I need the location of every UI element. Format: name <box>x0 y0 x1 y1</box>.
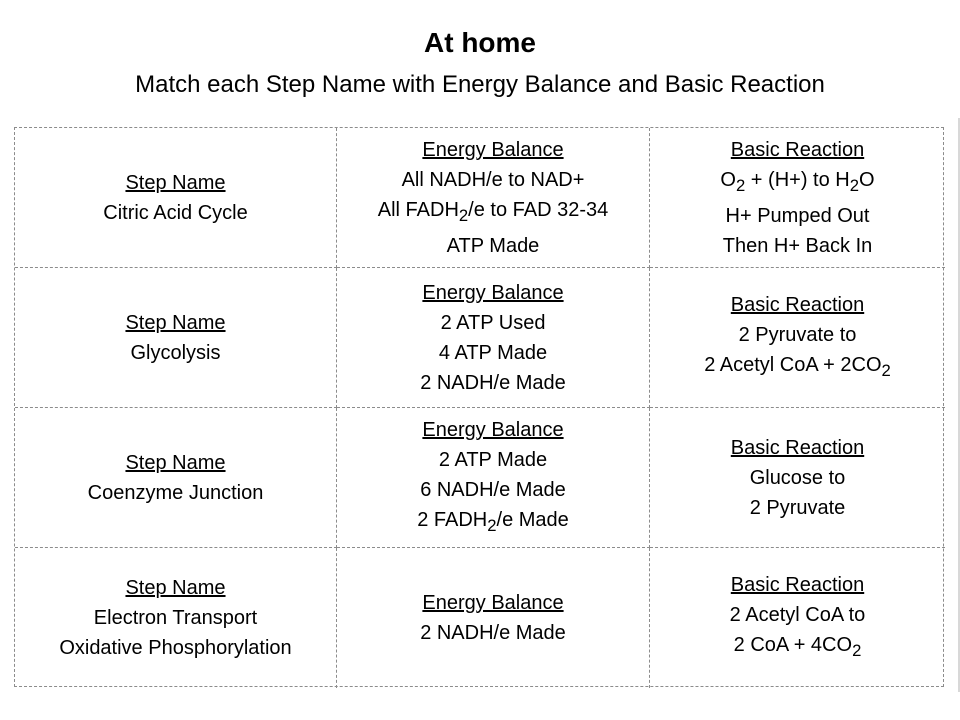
energy-balance-card <box>337 128 650 268</box>
card-line: 2 CoA + $4CO_2$ <box>733 634 862 660</box>
card-line: 2 Acetyl CoA + $2CO_2$ <box>704 353 891 380</box>
card-heading: Basic Reaction <box>730 293 865 316</box>
card-heading: Step Name <box>125 311 226 334</box>
card-heading: Basic Reaction <box>730 138 865 161</box>
card-line: ATP Made <box>446 234 540 257</box>
step-name-card <box>15 128 337 268</box>
card-heading: Step Name <box>125 577 226 599</box>
card-line: 2 ATP Made <box>438 448 548 471</box>
matching-card-grid <box>14 127 944 687</box>
card-line: 2 $FADH_2/e$ Made <box>417 508 569 535</box>
card-heading: Step Name <box>125 451 226 474</box>
card-heading: Energy Balance <box>422 592 564 614</box>
energy-balance-card <box>337 408 650 548</box>
card-line: H+ Pumped Out <box>725 204 870 227</box>
card-line: 6 NADH/e Made <box>420 478 566 501</box>
card-line: Citric Acid Cycle <box>103 201 248 224</box>
energy-balance-card <box>337 548 650 688</box>
card-line: 2 Acetyl CoA to <box>729 604 866 626</box>
card-line: 2 NADH/e Made <box>420 622 566 644</box>
card-heading: Energy Balance <box>422 138 564 161</box>
card-line: Electron Transport <box>93 607 258 629</box>
card-heading: Energy Balance <box>422 418 564 441</box>
card-line: Coenzyme Junction <box>87 481 264 504</box>
basic-reaction-card <box>650 268 945 408</box>
energy-balance-card <box>337 268 650 408</box>
card-heading: Energy Balance <box>422 281 564 304</box>
step-name-card <box>15 548 337 688</box>
basic-reaction-card <box>650 128 945 268</box>
basic-reaction-card <box>650 408 945 548</box>
card-heading: Basic Reaction <box>730 436 865 459</box>
card-line: 4 ATP Made <box>438 341 548 364</box>
step-name-card <box>15 268 337 408</box>
card-line: $O_2 + (H+)$ to $H_2O$ <box>720 168 875 195</box>
card-line: 2 NADH/e Made <box>420 371 566 394</box>
page-subtitle: Match each Step Name with Energy Balance and Basic Reaction <box>135 71 825 98</box>
card-heading: Basic Reaction <box>730 574 865 596</box>
step-name-card <box>15 408 337 548</box>
card-heading: Step Name <box>125 171 226 194</box>
card-line: 2 ATP Used <box>440 311 546 334</box>
card-line: Glucose to <box>749 466 846 489</box>
card-line: All $FADH_2/e$ to FAD 32-34 <box>377 198 609 225</box>
card-line: Glycolysis <box>130 341 221 364</box>
card-line: Then H+ Back In <box>722 234 873 257</box>
card-line: 2 Pyruvate to <box>738 323 857 346</box>
basic-reaction-card <box>650 548 945 688</box>
card-line: Oxidative Phosphorylation <box>59 637 292 659</box>
card-line: 2 Pyruvate <box>749 496 846 519</box>
card-line: All NADH/e to NAD+ <box>401 168 585 191</box>
page-title: At home <box>424 27 536 58</box>
